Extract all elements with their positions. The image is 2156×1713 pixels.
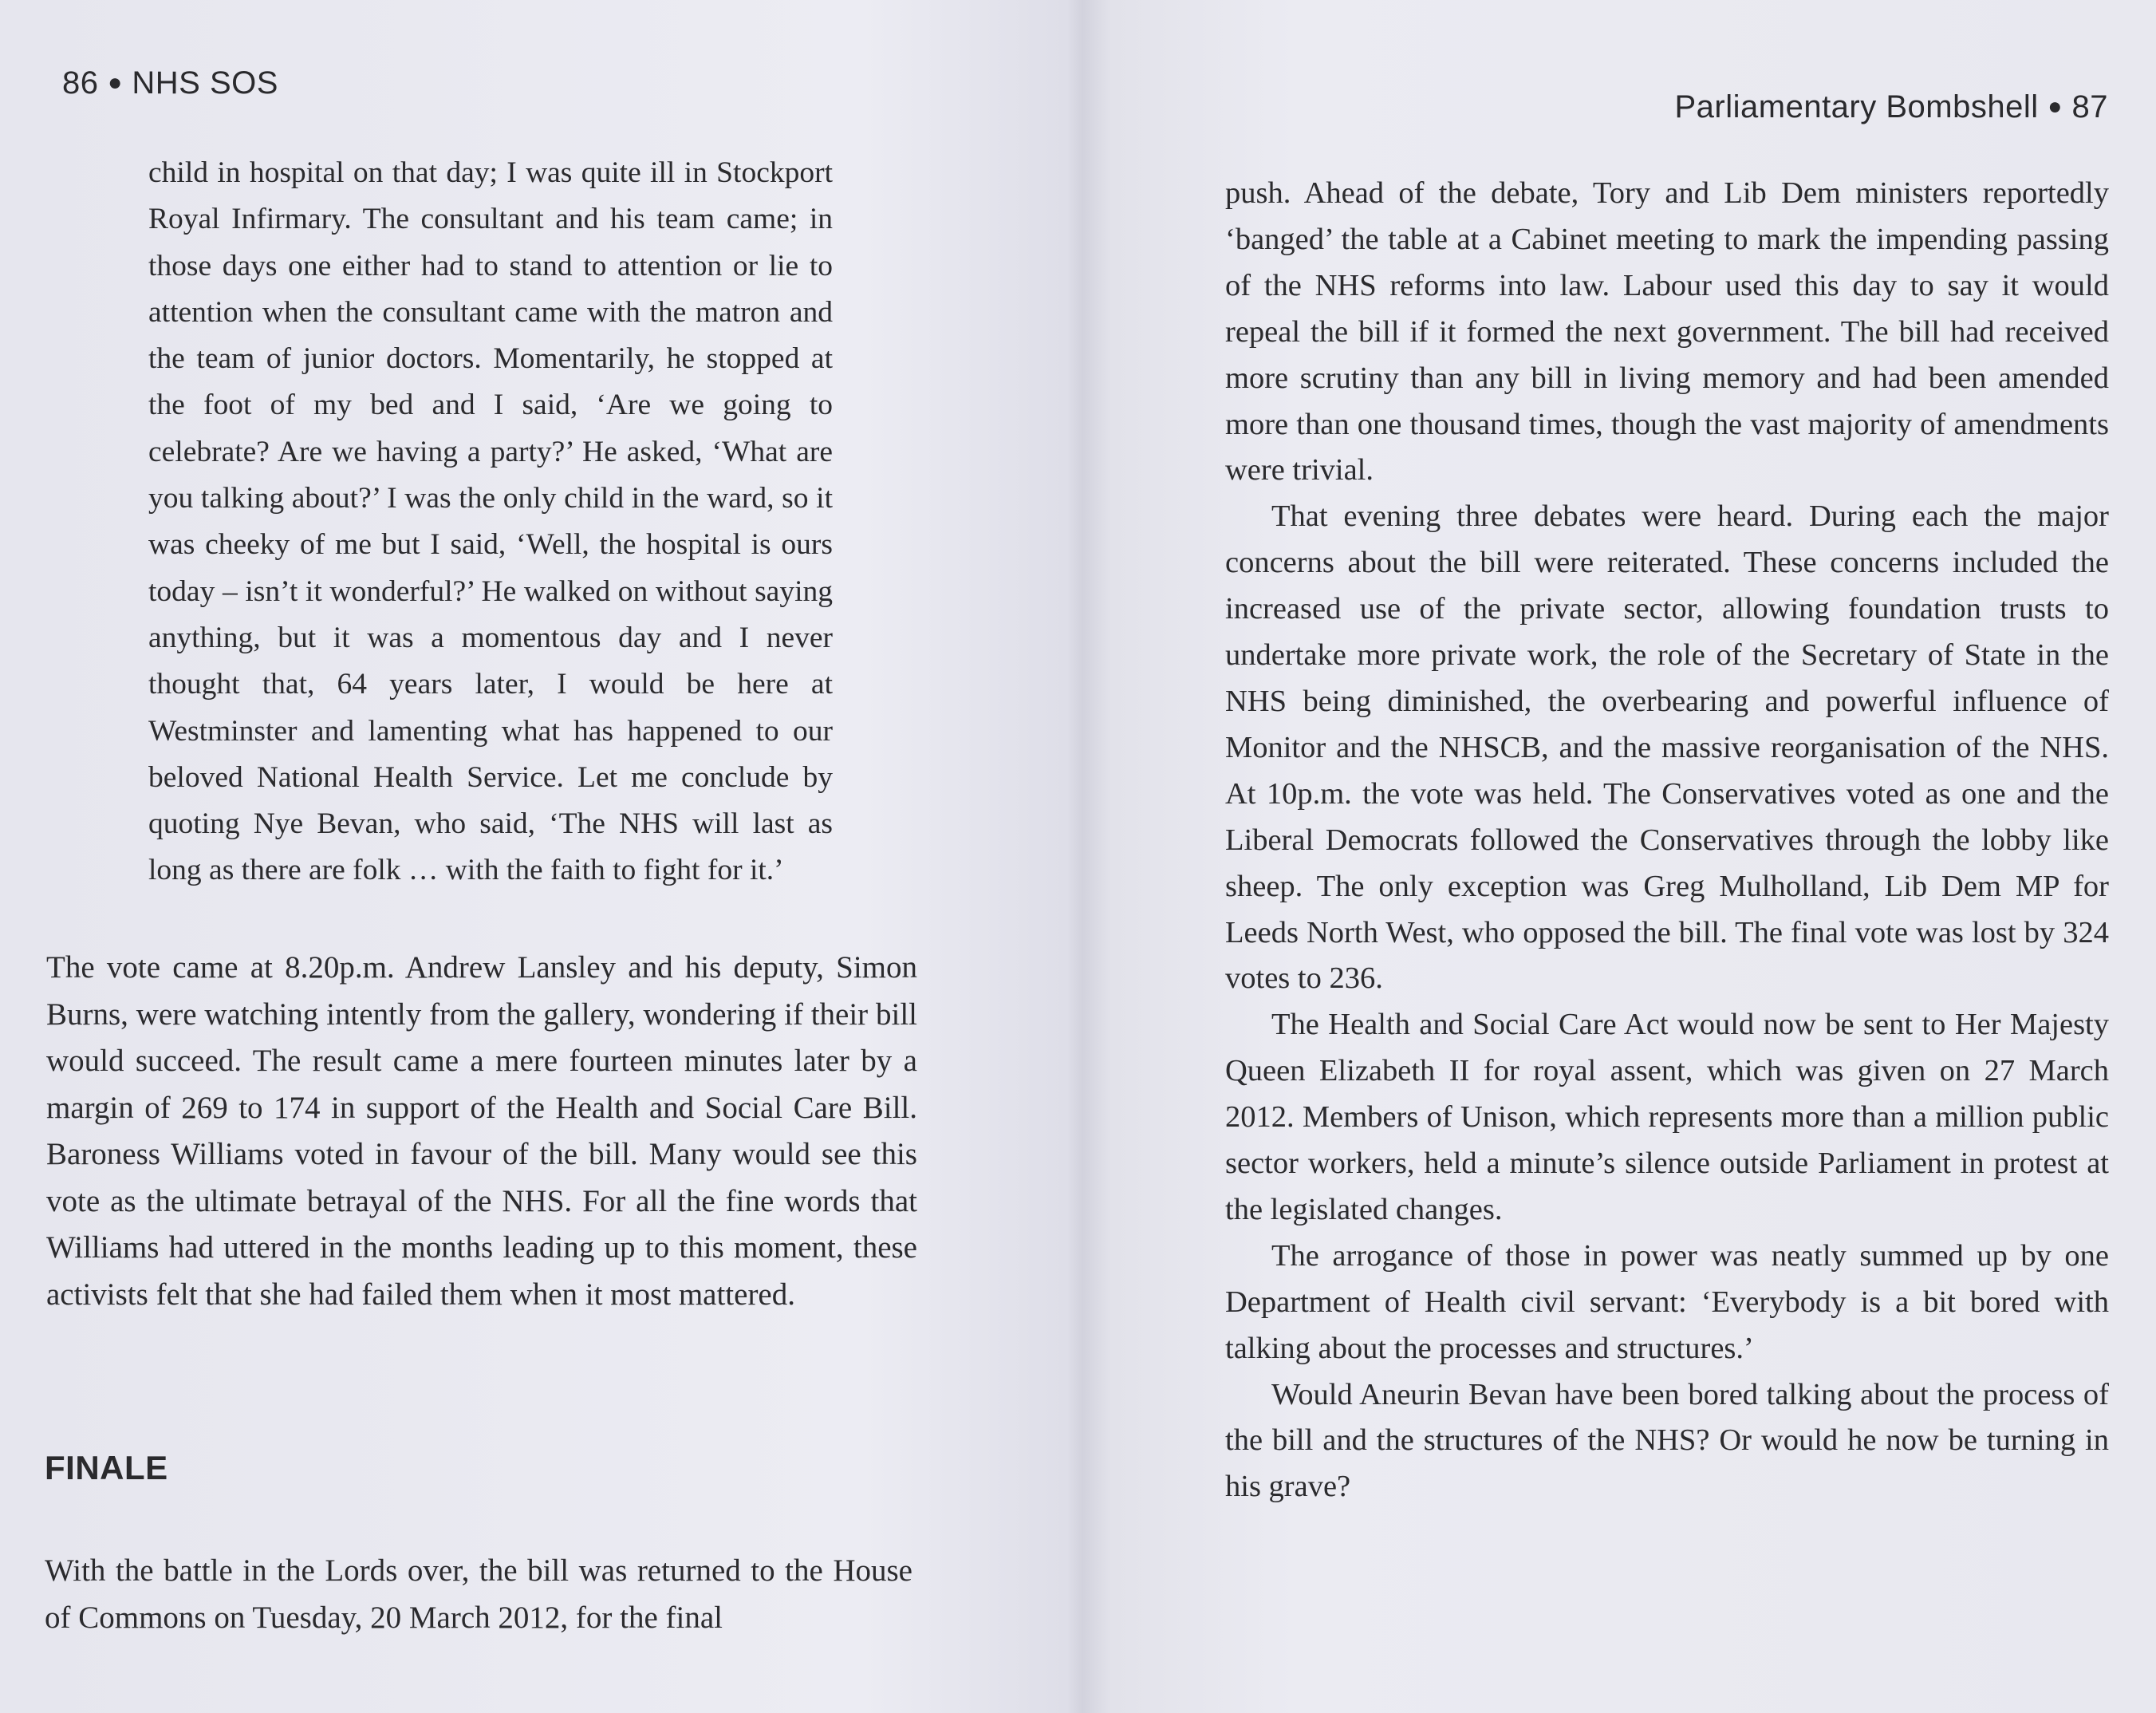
section-heading: FINALE bbox=[45, 1449, 168, 1486]
right-running-title: Parliamentary Bombshell bbox=[1674, 89, 2039, 124]
paragraph: The arrogance of those in power was neatly summed up by one Department of Health civil servant: ‘Everybody is a bit bored with talking about the processes and structures.’ bbox=[1225, 1238, 2109, 1365]
left-page-number: 86 bbox=[62, 65, 99, 101]
right-running-head bbox=[1674, 89, 2108, 125]
paragraph: That evening three debates were heard. During each the major concerns about the bill were reiterated. These concerns included the increased use of the private sector, allowing foundation trusts to undertake more private work, the role of the Secretary of State in the NHS being diminished, the overbearing and powerful influence of Monitor and the NHSCB, and the massive reorganisation of the NHS. At 10p.m. the vote was held. The Conservatives voted as one and the Liberal Democrats followed the Conservatives through the lobby like sheep. The only exception was Greg Mulholland, Lib Dem MP for Leeds North West, who opposed the bill. The final vote was lost by 324 votes to 236. bbox=[1225, 499, 2109, 996]
indented-quote bbox=[148, 150, 833, 894]
finale-body bbox=[45, 1548, 912, 1641]
right-page-number: 87 bbox=[2071, 89, 2108, 124]
bullet-separator: ● bbox=[2048, 93, 2063, 120]
paragraph: Would Aneurin Bevan have been bored talking about the process of the bill and the structures of the NHS? Or would he now be turning in his grave? bbox=[1225, 1377, 2109, 1504]
paragraph: The Health and Social Care Act would now be sent to Her Majesty Queen Elizabeth II for royal assent, which was given on 27 March 2012. Members of Unison, which represents more than a million public sector workers, held a minute’s silence outside Parliament in protest at the legislated changes. bbox=[1225, 1008, 2109, 1226]
finale-paragraph: With the battle in the Lords over, the bill was returned to the House of Commons on Tuesday, 20 March 2012, for the final bbox=[45, 1553, 912, 1635]
left-page bbox=[0, 0, 1069, 1713]
body-paragraph: The vote came at 8.20p.m. Andrew Lansley and his deputy, Simon Burns, were watching intently from the gallery, wondering if their bill would succeed. The result came a mere fourteen minutes later by a margin of 269 to 174 in support of the Health and Social Care Bill. Baroness Williams voted in favour of the bill. Many would see this vote as the ultimate betrayal of the NHS. For all the fine words that Williams had uttered in the months leading up to this moment, these activists felt that she had failed them when it most mattered. bbox=[46, 950, 917, 1312]
paragraph: push. Ahead of the debate, Tory and Lib Dem ministers reportedly ‘banged’ the table at a Cabinet meeting to mark the impending passing of the NHS reforms into law. Labour used this day to say it would repeal the bill if it formed the next government. The bill had received more scrutiny than any bill in living memory and had been amended more than one thousand times, though the vast majority of amendments were trivial. bbox=[1225, 176, 2109, 487]
left-running-title: NHS SOS bbox=[132, 65, 278, 101]
right-page bbox=[1078, 0, 2156, 1713]
quote-paragraph: child in hospital on that day; I was quite ill in Stockport Royal Infirmary. The consultant and his team came; in those days one either had to stand to attention or lie to attention when the consultant came with the matron and the team of junior doctors. Momentarily, he stopped at the foot of my bed and I said, ‘Are we going to celebrate? Are we having a party?’ He asked, ‘What are you talking about?’ I was the only child in the ward, so it was cheeky of me but I said, ‘Well, the hospital is ours today – isn’t it wonderful?’ He walked on without saying anything, but it was a momentous day and I never thought that, 64 years later, I would be here at Westminster and lamenting what has happened to our beloved National Health Service. Let me conclude by quoting Nye Bevan, who said, ‘The NHS will last as long as there are folk … with the faith to fight for it.’ bbox=[148, 156, 833, 887]
left-body bbox=[46, 945, 917, 1318]
left-running-head bbox=[62, 65, 278, 101]
right-body bbox=[1225, 171, 2109, 1510]
bullet-separator: ● bbox=[108, 69, 123, 96]
